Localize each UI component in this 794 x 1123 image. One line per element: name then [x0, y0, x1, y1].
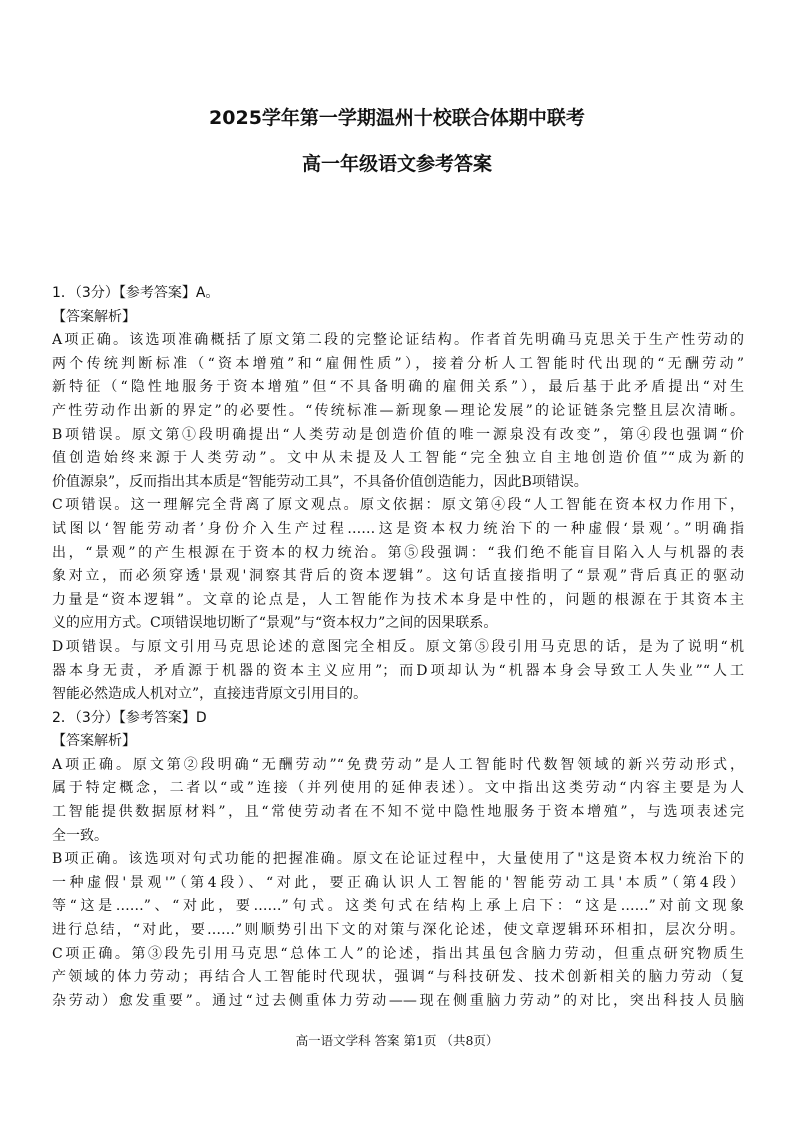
text-line: A项正确。该选项准确概括了原文第二段的完整论证结构。作者首先明确马克思关于生产性劳动的 — [52, 332, 744, 349]
text-line: 试图以‘智能劳动者’身份介入生产过程……这是资本权力统治下的一种虚假‘景观’。”明确指 — [52, 520, 744, 537]
text-line: 力量是“资本逻辑”。文章的论点是，人工智能作为技术本身是中性的，问题的根源在于其资本主 — [52, 591, 744, 608]
analysis-heading: 【答案解析】 — [52, 733, 136, 750]
question-1-heading: 1．（3分）【参考答案】A。 — [52, 285, 220, 301]
text-line: 器本身无责，矛盾源于机器的资本主义应用”；而D项却认为“机器本身会导致工人失业”“人工 — [52, 662, 744, 679]
text-line: 工智能提供数据原材料”，且“常使劳动者在不知不觉中隐性地服务于资本增殖”，与选项表述完 — [52, 804, 744, 821]
analysis-heading: 【答案解析】 — [52, 308, 136, 325]
text-line: 价值源泉”，反而指出其本质是“智能劳动工具”，不具备价值创造能力，因此B项错误。 — [52, 473, 588, 490]
page-footer: 高一语文学科 答案 第1页 （共8页） — [295, 1033, 499, 1048]
answer-body — [52, 282, 744, 1013]
text-line: 杂劳动）愈发重要”。通过“过去侧重体力劳动——现在侧重脑力劳动”的对比，突出科技人员脑 — [52, 992, 744, 1009]
text-line: C项错误。这一理解完全背离了原文观点。原文依据：原文第④段“人工智能在资本权力作用下， — [52, 497, 744, 514]
text-line: 全一致。 — [52, 827, 108, 844]
text-line: 属于特定概念，二者以“或”连接（并列使用的延伸表述）。文中指出这类劳动“内容主要是为人 — [52, 780, 744, 797]
text-line: 等“这是……”、“对此，要……”句式。这类句式在结构上承上启下：“这是……”对前文现象 — [52, 898, 744, 915]
text-line: 两个传统判断标准（“资本增殖”和“雇佣性质”），接着分析人工智能时代出现的“无酬劳动” — [52, 355, 744, 372]
text-line: 产性劳动作出新的界定”的必要性。“传统标准—新现象—理论发展”的论证链条完整且层次清晰。 — [52, 402, 744, 419]
text-line: 义的应用方式。C项错误地切断了“景观”与“资本权力”之间的因果联系。 — [52, 615, 498, 632]
text-line: 智能必然造成人机对立”，直接违背原文引用目的。 — [52, 686, 368, 703]
text-line: B项错误。原文第①段明确提出“人类劳动是创造价值的唯一源泉没有改变”，第④段也强调“价 — [52, 426, 744, 443]
text-line: 进行总结，“对此，要……”则顺势引出下文的对策与深化论述，使文章逻辑环环相扣，层次分明。 — [52, 922, 744, 939]
text-line: 一种虚假'景观'”（第4段）、“对此，要正确认识人工智能的'智能劳动工具'本质”（第4段） — [52, 874, 744, 891]
text-line: C项正确。第③段先引用马克思“总体工人”的论述，指出其虽包含脑力劳动，但重点研究物质生 — [52, 945, 744, 962]
text-line: 新特征（“隐性地服务于资本增殖”但“不具备明确的雇佣关系”），最后基于此矛盾提出“对生 — [52, 379, 744, 396]
text-line: 象对立，而必须穿透'景观'洞察其背后的资本逻辑”。这句话直接指明了“景观”背后真正的驱动 — [52, 568, 744, 585]
text-line: B项正确。该选项对句式功能的把握准确。原文在论证过程中，大量使用了"这是资本权力统治下的 — [52, 851, 744, 868]
text-line: 产领域的体力劳动；再结合人工智能时代现状，强调“与科技研发、技术创新相关的脑力劳动（复 — [52, 969, 744, 986]
text-line: 值创造始终来源于人类劳动”。文中从未提及人工智能“完全独立自主地创造价值”“成为新的 — [52, 450, 744, 467]
text-line: 出，“景观”的产生根源在于资本的权力统治。第⑤段强调：“我们绝不能盲目陷入人与机器的表 — [52, 544, 744, 561]
text-line: A项正确。原文第②段明确“无酬劳动”“免费劳动”是人工智能时代数智领域的新兴劳动形式， — [52, 756, 744, 773]
document-subtitle: 高一年级语文参考答案 — [301, 153, 492, 175]
document-title: 2025学年第一学期温州十校联合体期中联考 — [209, 107, 585, 129]
question-2-heading: 2．（3分）【参考答案】D — [52, 709, 207, 726]
text-line: D项错误。与原文引用马克思论述的意图完全相反。原文第⑤段引用马克思的话，是为了说明“机 — [52, 638, 744, 655]
